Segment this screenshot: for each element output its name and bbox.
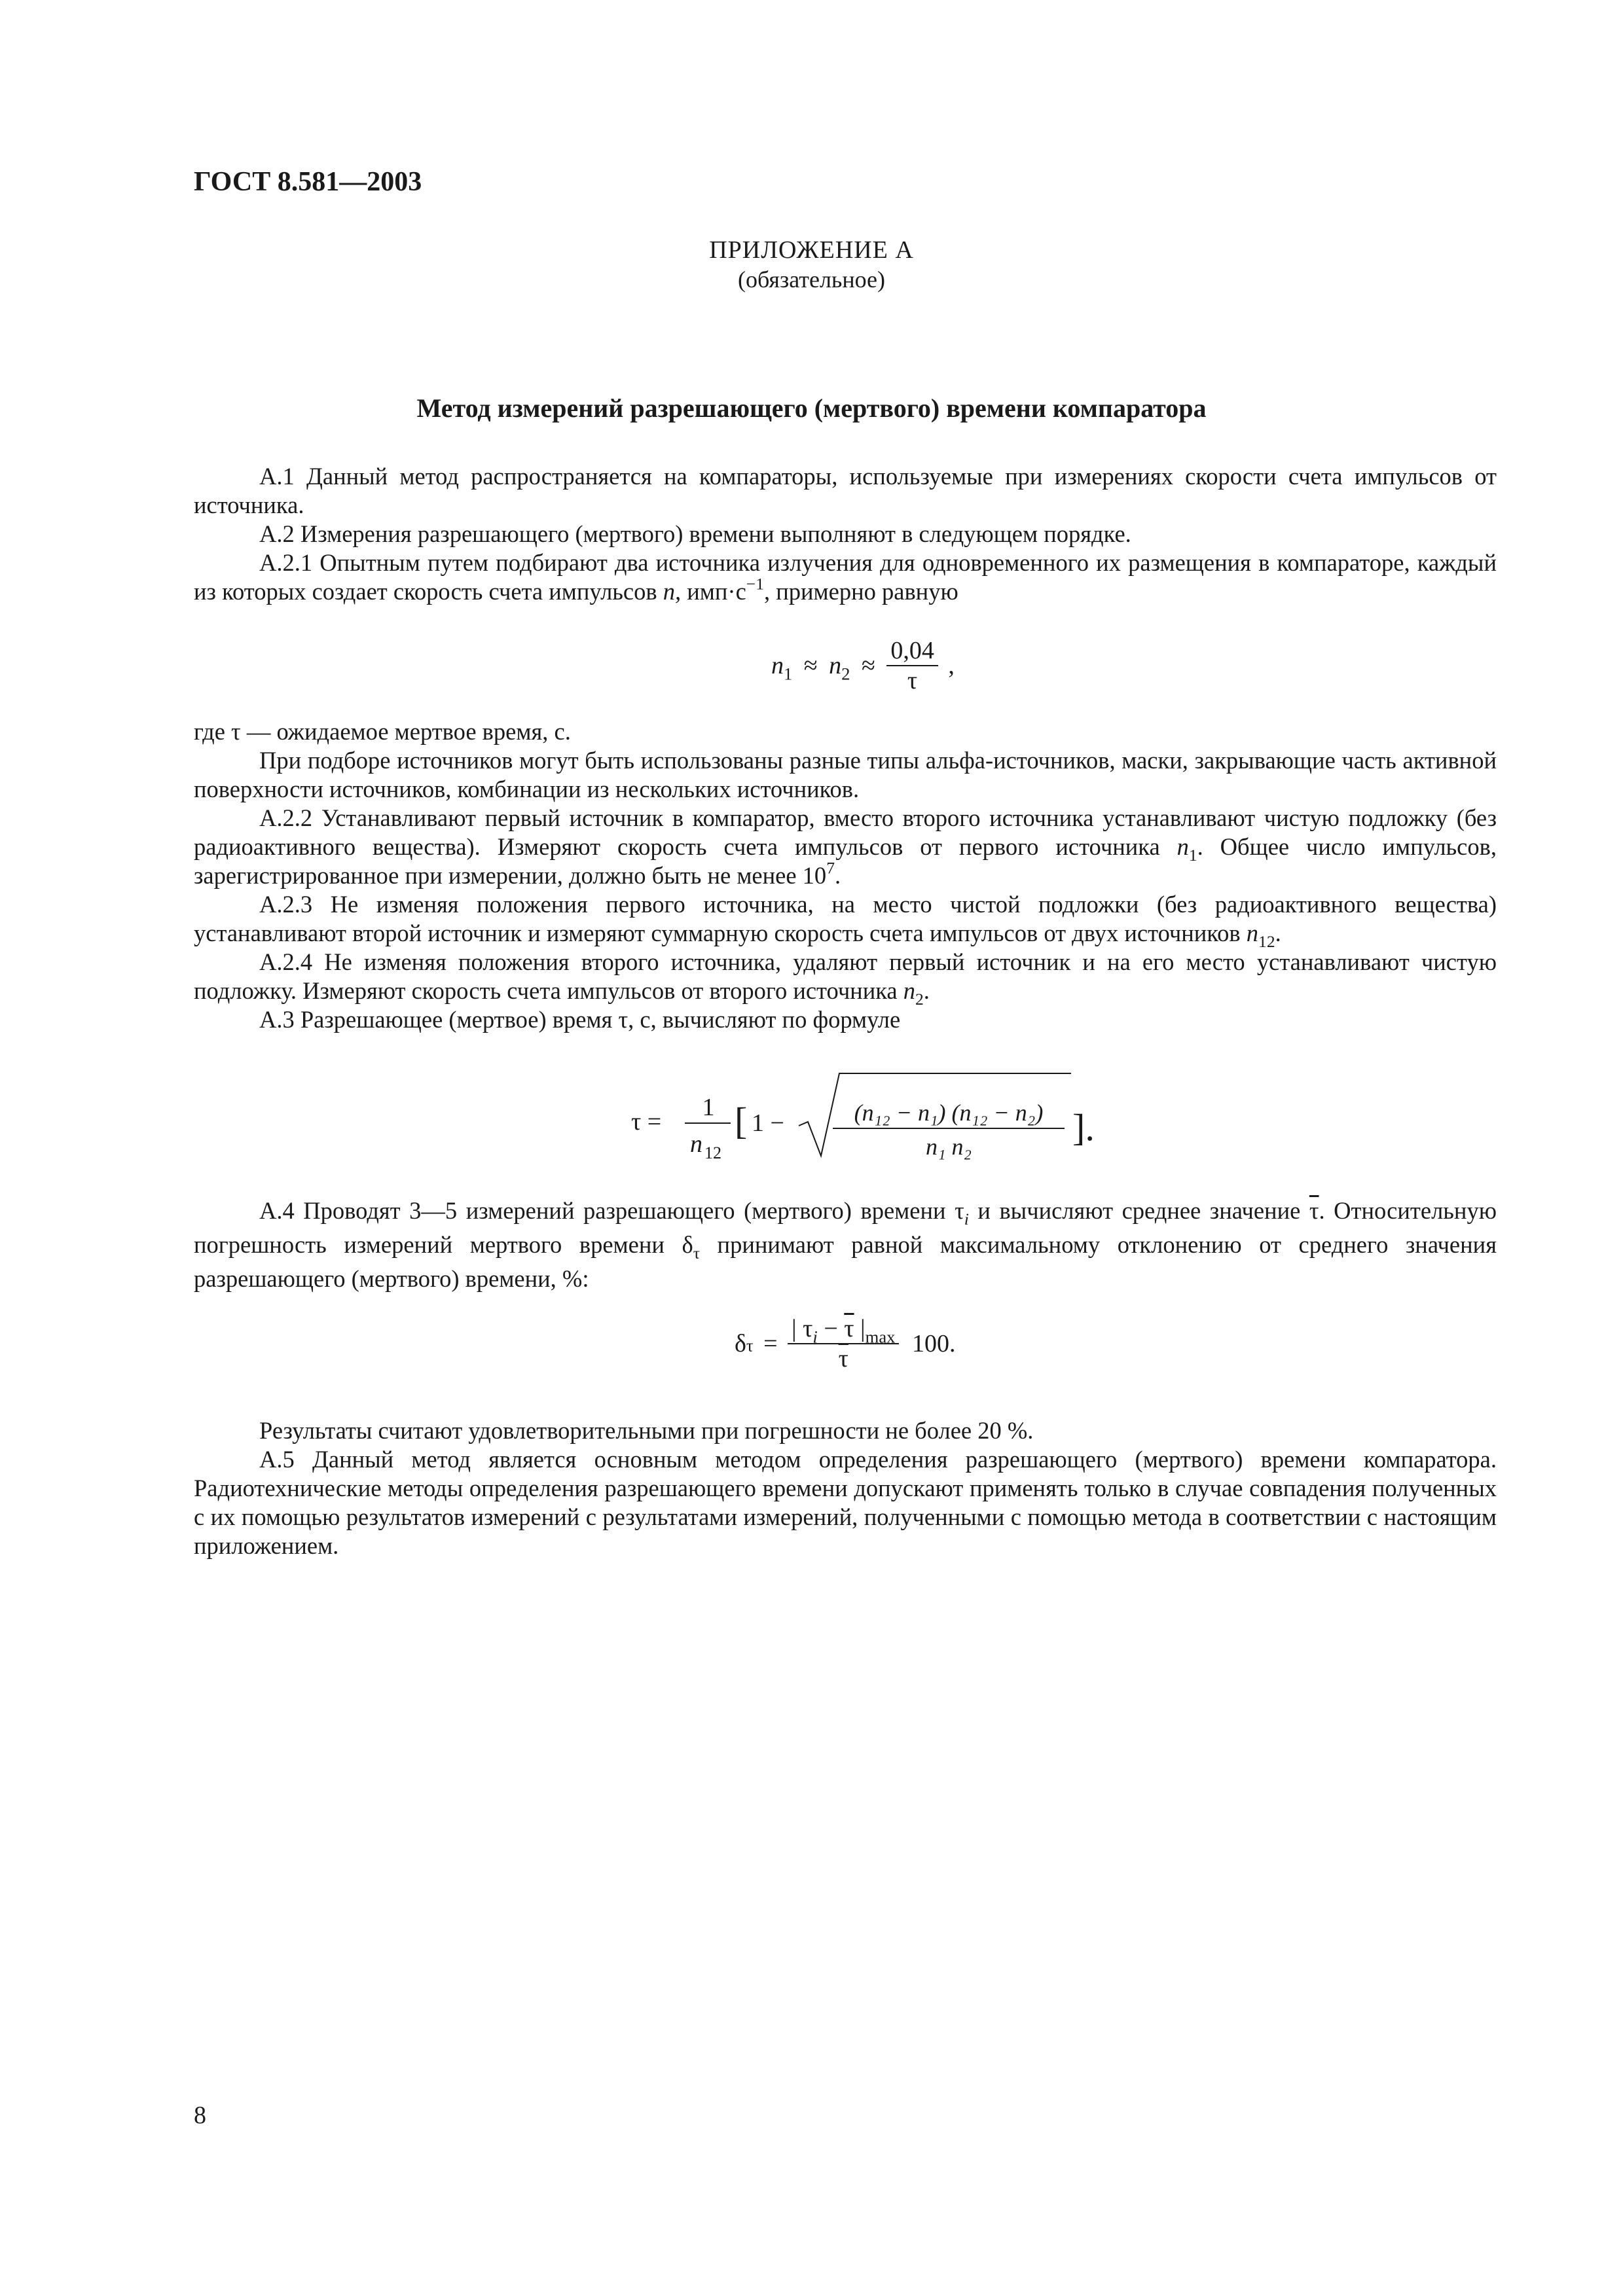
paragraph-a23-end: . bbox=[1275, 920, 1281, 946]
formula2-sqrt-numerator: (n₁₂ − n₁) (n₁₂ − n₂) bbox=[854, 1100, 1044, 1126]
paragraph-selection: При подборе источников могут быть использованы разные типы альфа-источников, маски, закрывающие часть активной поверхности источников, комбинации из нескольких источников. bbox=[194, 747, 1497, 802]
section-title: Метод измерений разрешающего (мертвого) времени компаратора bbox=[416, 393, 1207, 423]
formula1-approx-2: ≈ bbox=[861, 652, 875, 679]
formula2-lhs: τ = bbox=[631, 1108, 662, 1136]
paragraph-a4-end: принимают равной максимальному отклонению от среднего значения разрешающего (мертвого) времени, %: bbox=[194, 1231, 1497, 1292]
formula2-sqrt-denominator: n₁ n₂ bbox=[925, 1134, 972, 1160]
text-block-conclusion bbox=[194, 1416, 1497, 1560]
appendix-status: (обязательное) bbox=[738, 266, 885, 293]
unit-exponent: −1 bbox=[746, 574, 764, 594]
variable-n1: n bbox=[1176, 833, 1189, 860]
tau-mean: $\overline{\tau}$ bbox=[1309, 1197, 1319, 1224]
formula1-n1: n bbox=[771, 652, 784, 679]
variable-n1-sub: 1 bbox=[1188, 845, 1197, 865]
formula3-num-post: | bbox=[854, 1315, 866, 1342]
variable-n: n, bbox=[663, 578, 682, 605]
formula3-factor: 100. bbox=[911, 1330, 956, 1357]
formula1-comma: , bbox=[948, 652, 955, 679]
variable-n12: n bbox=[1246, 920, 1259, 946]
variable-n12-sub: 12 bbox=[1258, 931, 1275, 951]
paragraph-a4-mid: и вычисляют среднее значение bbox=[968, 1197, 1309, 1224]
delta-tau-sub: τ bbox=[693, 1243, 700, 1263]
formula2-one: 1 bbox=[702, 1094, 715, 1121]
formula2-svg bbox=[631, 1069, 1103, 1168]
tau-i-sub: i bbox=[964, 1209, 969, 1229]
formula3-numerator bbox=[788, 1314, 899, 1347]
formula3-denominator: τ bbox=[838, 1345, 848, 1372]
formula3-max: max bbox=[865, 1327, 896, 1347]
formula2-bracket-open: [ bbox=[735, 1100, 748, 1142]
paragraph-a21-text: А.2.1 Опытным путем подбирают два источника излучения для одновременного их размещения в компараторе, каждый из которых создает скорость счета импульсов bbox=[194, 549, 1497, 605]
paragraph-a4-text: А.4 Проводят 3—5 измерений разрешающего (мертвого) времени τ bbox=[259, 1197, 964, 1224]
appendix-title: ПРИЛОЖЕНИЕ А bbox=[709, 236, 914, 264]
unit-text: имп·с bbox=[681, 578, 746, 605]
paragraph-a24-end: . bbox=[923, 977, 930, 1004]
variable-n2-sub: 2 bbox=[915, 989, 924, 1009]
formula-relative-error bbox=[735, 1314, 955, 1373]
text-block-procedure bbox=[194, 717, 1497, 1034]
paragraph-a24-text: А.2.4 Не изменяя положения второго источника, удаляют первый источник и на его место устанавливают чистую подложку. Измеряют скорость счета импульсов от второго источника bbox=[194, 948, 1497, 1004]
paragraph-a24 bbox=[194, 948, 1497, 1009]
paragraph-a21 bbox=[194, 548, 1497, 606]
formula1-approx-1: ≈ bbox=[803, 652, 818, 679]
formula3-delta-sub: τ bbox=[746, 1335, 754, 1355]
formula1-n2-sub: 2 bbox=[841, 664, 850, 684]
formula3-num-i: i bbox=[812, 1327, 818, 1347]
formula3-num-pre: | τ bbox=[792, 1315, 813, 1342]
paragraph-a22-text: А.2.2 Устанавливают первый источник в компаратор, вместо второго источника устанавливают чистую подложку (без радиоактивного вещества). Измеряют скорость счета импульсов от первого источника bbox=[194, 804, 1497, 860]
paragraph-a3: А.3 Разрешающее (мертвое) время τ, с, вычисляют по формуле bbox=[259, 1006, 901, 1033]
formula1-n1-sub: 1 bbox=[784, 664, 793, 684]
power-exponent: 7 bbox=[826, 858, 835, 878]
formula1-denominator: τ bbox=[907, 667, 918, 694]
paragraph-a4 bbox=[194, 1194, 1497, 1296]
paragraph-results: Результаты считают удовлетворительными при погрешности не более 20 %. bbox=[259, 1417, 1034, 1444]
paragraph-a22-end: . bbox=[834, 862, 841, 889]
paragraph-a5: А.5 Данный метод является основным методом определения разрешающего (мертвого) времени компаратора. Радиотехнические методы определения разрешающего времени допускают применять только в случае совпадения полученных с их помощью результатов измерений с результатами измерений, полученными с помощью метода в соответствии с настоящим приложением. bbox=[194, 1446, 1497, 1559]
paragraph-a4-post: . Относительную погрешность измерений мертвого времени δ bbox=[194, 1197, 1497, 1258]
formula3-num-mid: − bbox=[817, 1315, 845, 1342]
paragraph-a22-mid: . Общее число импульсов, зарегистрированное при измерении, должно быть не менее 10 bbox=[194, 833, 1497, 889]
formula2-bracket-close: ]. bbox=[1072, 1106, 1095, 1149]
formula3-equals: = bbox=[763, 1330, 778, 1357]
formula2-n12: n bbox=[690, 1130, 702, 1158]
variable-n2: n bbox=[903, 977, 916, 1004]
formula1-n2: n bbox=[829, 652, 842, 679]
formula3-num-bar: $\overline{\tau}$ bbox=[844, 1315, 854, 1342]
formula2-one-minus: 1 − bbox=[752, 1109, 784, 1137]
formula-approx-rate bbox=[771, 636, 955, 695]
paragraph-a22 bbox=[194, 804, 1497, 890]
formula1-fraction bbox=[886, 636, 938, 695]
text-block-intro bbox=[194, 462, 1497, 606]
formula3-delta: δ bbox=[735, 1330, 746, 1357]
paragraph-where-tau: где τ — ожидаемое мертвое время, с. bbox=[194, 718, 571, 745]
paragraph-a2: А.2 Измерения разрешающего (мертвого) времени выполняют в следующем порядке. bbox=[259, 520, 1131, 547]
formula1-numerator: 0,04 bbox=[886, 636, 938, 666]
paragraph-a21-end: , примерно равную bbox=[763, 578, 958, 605]
formula3-fraction bbox=[788, 1314, 899, 1373]
page-number: 8 bbox=[194, 2102, 206, 2129]
formula2-n12-sub: 12 bbox=[704, 1143, 721, 1162]
text-block-a4 bbox=[194, 1194, 1497, 1296]
paragraph-a1: А.1 Данный метод распространяется на компараторы, используемые при измерениях скорости счета импульсов от источника. bbox=[194, 463, 1497, 518]
document-id: ГОСТ 8.581—2003 bbox=[194, 167, 422, 197]
paragraph-a23-text: А.2.3 Не изменяя положения первого источника, на место чистой подложки (без радиоактивного вещества) устанавливают второй источник и измеряют суммарную скорость счета импульсов от двух источников bbox=[194, 891, 1497, 946]
paragraph-a23 bbox=[194, 890, 1497, 951]
